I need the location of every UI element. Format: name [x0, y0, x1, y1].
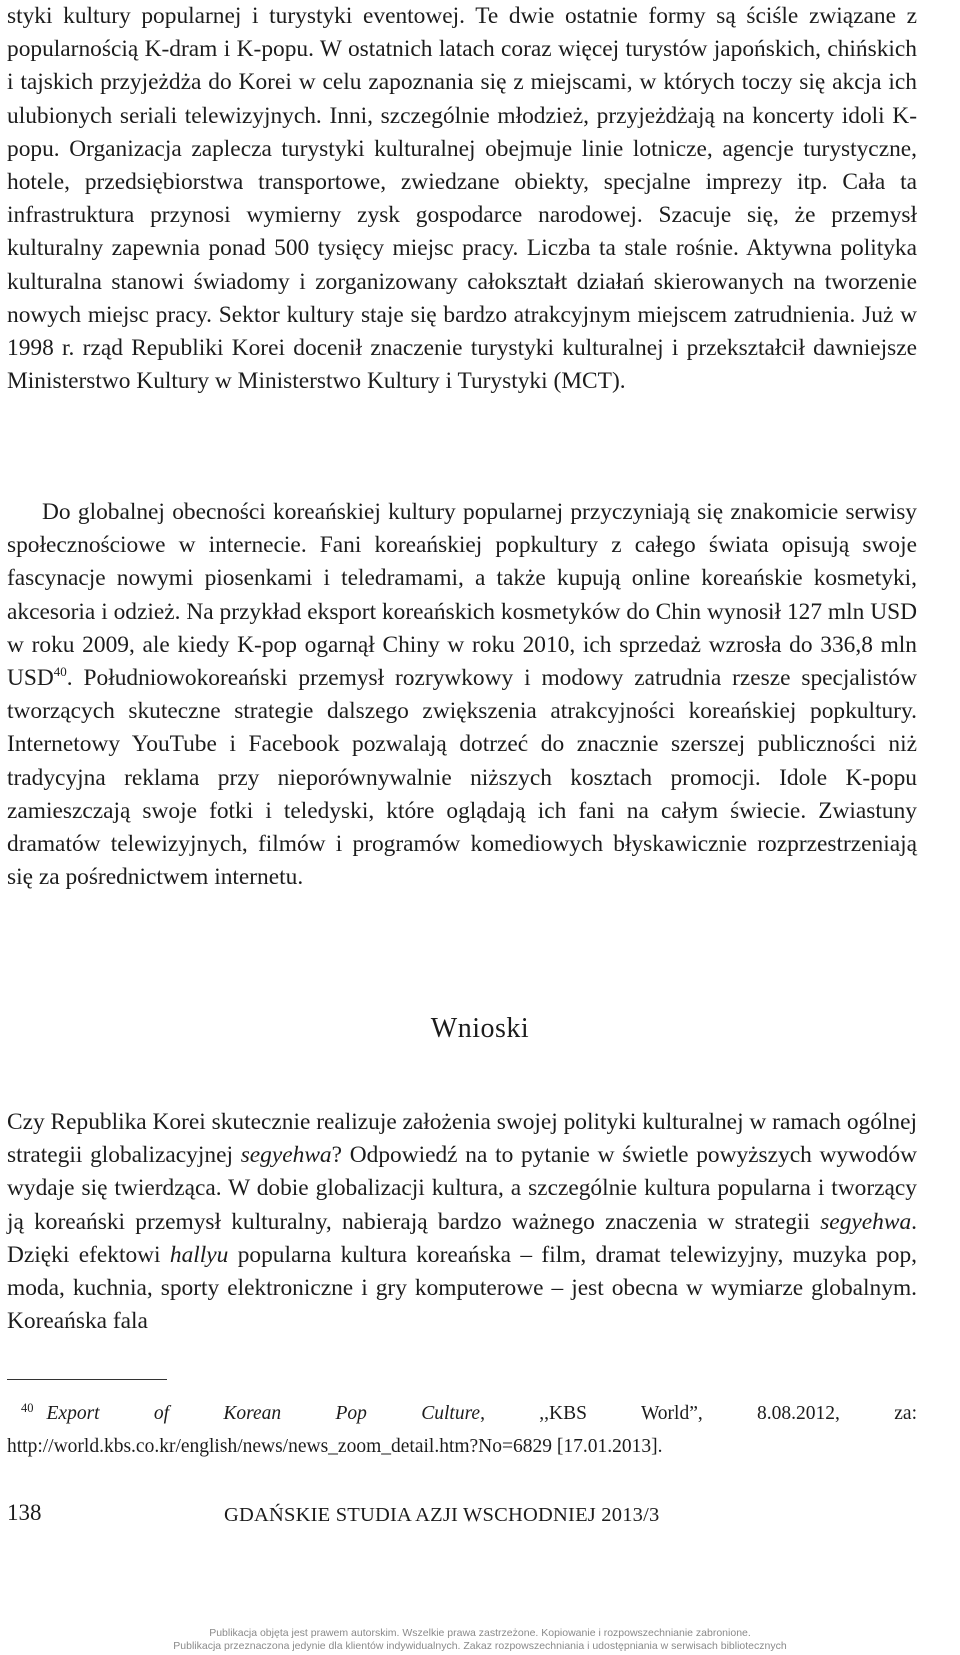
paragraph-run: styki kultury popularnej i turystyki eventowej. Te dwie ostatnie formy są ściśle związane z popularnością K-dram i K-popu. W ostatnich latach coraz więcej turystów japońskich, chińskich i tajskich przyjeżdża do Korei w celu zapoznania się z miejscami, w których toczy się akcja ich ulubionych seriali telewizyjnych. Inni, szczególnie młodzież, przyjeżdżają na koncerty idoli K-popu. Organizacja zaplecza turystyki kulturalnej obejmuje linie lotnicze, agencje turystyczne, hotele, przedsiębiorstwa transportowe, zwiedzane obiekty, specjalne imprezy itp. Cała ta infrastruktura przynosi wymierny zysk gospodarce narodowej. Szacuje się, że przemysł kulturalny zapewnia ponad 500 tysięcy miejsc pracy. Liczba ta stale rośnie. Aktywna polityka kulturalna stanowi świadomy i zorganizowany całokształt działań skierowanych na tworzenie nowych miejsc pracy. Sektor kultury staje się bardzo atrakcyjnym miejscem zatrudnienia. Już w 1998 r. rząd Republiki Korei docenił znaczenie turystyki kulturalnej i przekształcił dawniejsze Ministerstwo Kultury w Ministerstwo Kultury i Turystyki (MCT). — [7, 3, 917, 395]
paragraph-run: Do globalnej obecności koreańskiej kultury popularnej przyczyniają się znakomicie serwisy społecznościowe w internecie. Fani koreańskiej popkultury z całego świata opisują swoje fascynacje nowymi piosenkami i teledramami, a także kupują online koreańskie kosmetyki, akcesoria i odzież. Na przykład eksport koreańskich kosmetyków do Chin wynosił 127 mln USD w roku 2009, ale kiedy K-pop ogarnął Chiny w roku 2010, ich sprzedaż wzrosła do 336,8 mln USD — [7, 499, 917, 692]
footnote-text: , ,,KBS World”, 8.08.2012, za: http://world.kbs.co.kr/english/news/news_zoom_detail.htm?No=6829 [17.01.2013]. — [7, 1403, 917, 1457]
paragraph-run: Czy Republika Korei skutecznie realizuje założenia swojej polityki kulturalnej w ramach ogólnej strategii globalizacyjnej — [7, 1109, 917, 1169]
copyright-notice: Publikacja objęta jest prawem autorskim. Wszelkie prawa zastrzeżone. Kopiowanie i rozpowszechnianie zabronione. — [209, 1627, 751, 1639]
paragraph-run: . Dzięki efektowi — [7, 1208, 917, 1268]
journal-title: GDAŃSKIE STUDIA AZJI WSCHODNIEJ 2013/3 — [224, 1504, 660, 1526]
paragraph-conclusions — [7, 1106, 917, 1338]
section-heading: Wnioski — [430, 1013, 530, 1044]
footnote — [7, 1392, 917, 1463]
footnote-reference[interactable]: 40 — [53, 664, 67, 680]
page-number: 138 — [7, 1500, 42, 1525]
italic-term: hallyu — [169, 1241, 229, 1268]
distribution-notice: Publikacja przeznaczona jedynie dla klientów indywidualnych. Zakaz rozpowszechniania i udostępniania w serwisach bibliotecznych — [173, 1640, 787, 1652]
paragraph-run: popularna kultura koreańska – film, dramat telewizyjny, muzyka pop, moda, kuchnia, sporty elektroniczne i gry komputerowe – jest obecna w wymiarze globalnym. Koreańska fala — [7, 1241, 917, 1335]
footnote-divider — [7, 1379, 167, 1380]
footnote-title: Export of Korean Pop Culture — [46, 1403, 481, 1424]
paragraph-tourism — [7, 0, 917, 398]
italic-term: segyehwa — [820, 1208, 912, 1235]
paragraph-run: . Południowokoreański przemysł rozrywkowy i modowy zatrudnia rzesze specjalistów tworzących skuteczne strategie dalszego zwiększenia atrakcyjności koreańskiej popkultury. Internetowy YouTube i Facebook pozwalają dotrzeć do znacznie szerszej publiczności niż tradycyjna reklama przy nieporównywalnie niższych kosztach promocji. Idole K-popu zamieszczają swoje fotki i teledyski, które oglądają ich fani na całym świecie. Zwiastuny dramatów telewizyjnych, filmów i programów komediowych błyskawicznie rozprzestrzeniają się za pośrednictwem internetu. — [7, 665, 917, 891]
italic-term: segyehwa — [240, 1142, 332, 1169]
paragraph-social-media — [7, 496, 917, 894]
paragraph-run: ? Odpowiedź na to pytanie w świetle powyższych wywodów wydaje się twierdząca. W dobie globalizacji kultura, a szczególnie kultura popularna i tworzący ją koreański przemysł kulturalny, nabierają bardzo ważnego znaczenia w strategii — [7, 1142, 917, 1235]
footnote-number: 40 — [21, 1401, 34, 1415]
